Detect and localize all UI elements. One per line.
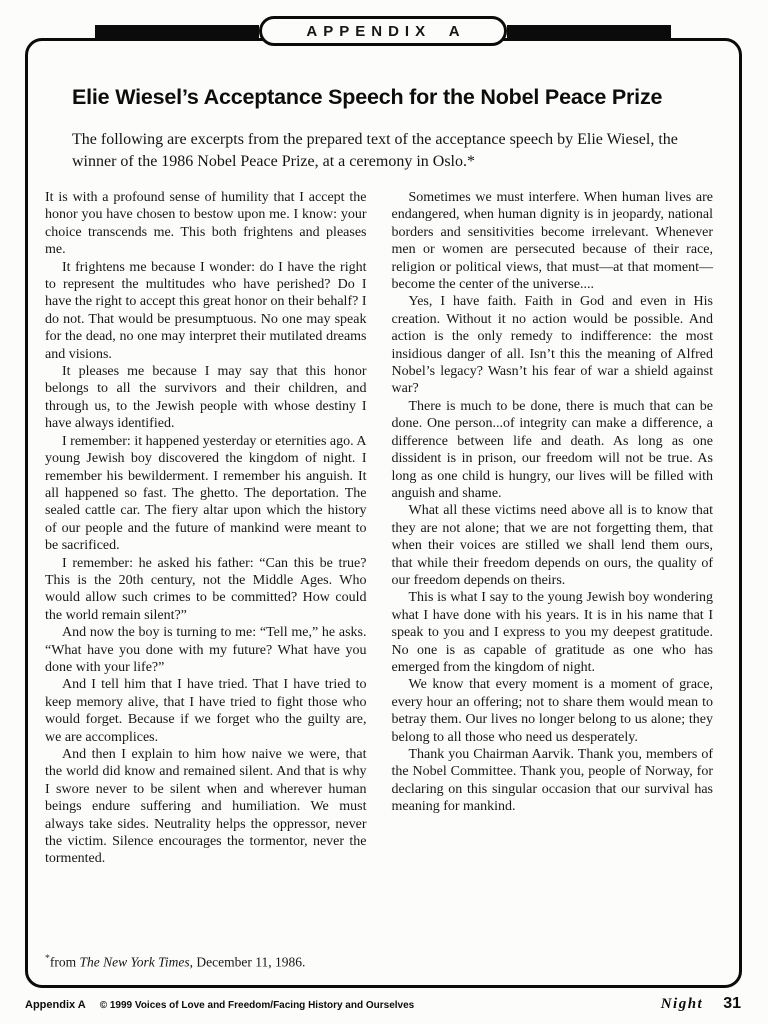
speech-paragraph: It pleases me because I may say that this honor belongs to all the survivors and their children, and through us, to the Jewish people with whose destiny I have always identified.: [45, 364, 367, 432]
speech-paragraph: It frightens me because I wonder: do I have the right to represent the multitudes who have perished? Do I have the right to accept this great honor on their behalf? I do not. That would be presumptuous. No one may speak for the dead, no one may interpret their mutilated dreams and visions.: [45, 259, 367, 362]
footnote-marker: *: [45, 953, 50, 964]
speech-paragraph: Thank you Chairman Aarvik. Thank you, members of the Nobel Committee. Thank you, people of Norway, for declaring on this singular occasion that our survival has meaning for mankind.: [391, 747, 713, 815]
speech-body: [45, 189, 713, 868]
footer-page-number: 31: [723, 995, 741, 1012]
intro-paragraph: The following are excerpts from the prepared text of the acceptance speech by Elie Wiesel, the winner of the 1986 Nobel Peace Prize, at a ceremony in Oslo.*: [72, 131, 678, 170]
appendix-banner: [95, 15, 671, 47]
banner-label: APPENDIX A: [306, 22, 466, 40]
footer-right: [661, 995, 741, 1013]
speech-paragraph: Yes, I have faith. Faith in God and even in His creation. Without it no action would be possible. And action is the only remedy to indifference: the most insidious danger of all. Isn’t this the meaning of Alfred Nobel’s legacy? Wasn’t his fear of war a shield against war?: [391, 294, 713, 397]
page-footer: [25, 995, 741, 1013]
speech-paragraph: I remember: it happened yesterday or eternities ago. A young Jewish boy discovered the kingdom of night. I remember his bewilderment. I remember his anguish. It all happened so fast. The ghetto. The deportation. The sealed cattle car. The fiery altar upon which the history of our people and the future of mankind were meant to be sacrificed.: [45, 433, 367, 554]
footer-book-title: Night: [660, 996, 704, 1012]
footer-section-label: Appendix A: [25, 999, 86, 1011]
footer-left: [25, 999, 414, 1011]
speech-paragraph: This is what I say to the young Jewish boy wondering what I have done with his years. It is in his name that I speak to you and I express to you my deepest gratitude. No one is as capable of gratitude as one who has emerged from the kingdom of night.: [391, 590, 713, 675]
footnote: [45, 953, 305, 971]
footnote-prefix: from: [49, 954, 80, 970]
speech-paragraph: And now the boy is turning to me: “Tell me,” he asks. “What have you done with my future? What have you done with your life?”: [45, 625, 367, 675]
footnote-suffix: , December 11, 1986.: [189, 954, 306, 970]
speech-paragraph: And I tell him that I have tried. That I have tried to keep memory alive, that I have tried to fight those who would forget. Because if we forget who the guilty are, we are accomplices.: [45, 677, 367, 745]
speech-paragraph: Sometimes we must interfere. When human lives are endangered, when human dignity is in jeopardy, national borders and sensitivities become irrelevant. Whenever men or women are persecuted because of their race, religion or political views, that must—at that moment—become the center of the universe....: [391, 190, 713, 293]
banner-bar-right: [507, 25, 671, 38]
speech-paragraph: What all these victims need above all is to know that they are not alone; that we are not forgetting them, that when their voices are stilled we shall lend them ours, that while their freedom depends on ours, the quality of our freedom depends on theirs.: [391, 503, 713, 588]
page-frame: [25, 38, 742, 988]
footer-copyright: © 1999 Voices of Love and Freedom/Facing History and Ourselves: [99, 1000, 415, 1011]
speech-paragraph: There is much to be done, there is much that can be done. One person...of integrity can make a difference, a difference between life and death. As long as one dissident is in prison, our freedom will not be true. As long as one child is hungry, our lives will be filled with anguish and shame.: [391, 398, 713, 501]
banner-pill: [259, 16, 507, 46]
banner-bar-left: [95, 25, 259, 38]
right-column: [392, 189, 714, 868]
footnote-source: The New York Times: [79, 954, 190, 970]
speech-paragraph: And then I explain to him how naive we were, that the world did know and remained silent. And that is why I swore never to be silent when and wherever human beings endure suffering and humiliation. We must always take sides. Neutrality helps the oppressor, never the victim. Silence encourages the tormentor, never the tormented.: [45, 747, 367, 867]
page-title: Elie Wiesel’s Acceptance Speech for the Nobel Peace Prize: [72, 85, 663, 109]
left-column: [45, 189, 367, 868]
speech-paragraph: We know that every moment is a moment of grace, every hour an offering; not to share them would mean to betray them. Our lives no longer belong to us alone; they belong to all those who need us desperately.: [391, 677, 713, 745]
speech-paragraph: It is with a profound sense of humility that I accept the honor you have chosen to bestow upon me. I know: your choice transcends me. This both frightens and pleases me.: [45, 190, 367, 258]
speech-paragraph: I remember: he asked his father: “Can this be true? This is the 20th century, not the Middle Ages. Who would allow such crimes to be committed? How could the world remain silent?”: [45, 555, 367, 623]
